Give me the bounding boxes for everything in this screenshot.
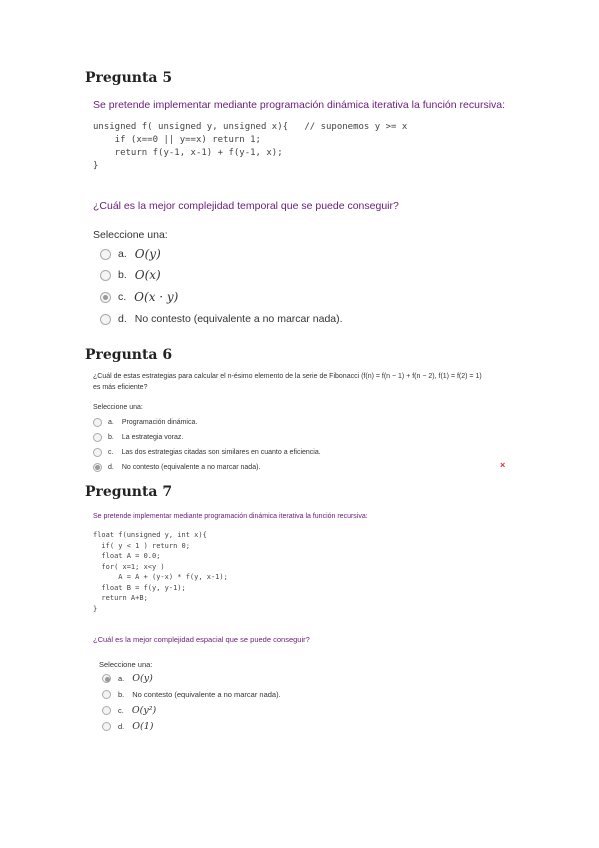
option-letter: a. <box>118 674 125 683</box>
option-letter: d. <box>118 722 125 731</box>
question-7-prompt: ¿Cuál es la mejor complejidad espacial que se puede conseguir? <box>93 635 310 644</box>
option-letter: c. <box>108 449 114 456</box>
code-line: float f(unsigned y, int x){ <box>93 531 207 539</box>
option-letter: d. <box>118 313 127 325</box>
option-letter: b. <box>108 434 114 441</box>
code-line: } <box>93 161 99 171</box>
option-text: No contesto (equivalente a no marcar nada). <box>134 313 343 325</box>
option-b[interactable] <box>100 268 161 282</box>
option-text: O(y) <box>134 247 161 261</box>
select-label: Seleccione una: <box>99 660 153 669</box>
radio-button[interactable] <box>100 314 111 325</box>
option-text: La estrategia voraz. <box>121 434 184 441</box>
code-line: if (x==0 || y==x) return 1; <box>93 135 261 145</box>
option-letter: a. <box>108 419 114 426</box>
code-line: float B = f(y, y-1); <box>93 583 186 592</box>
question-5-title: Pregunta 5 <box>85 70 173 86</box>
option-text: No contesto (equivalente a no marcar nada). <box>121 464 261 471</box>
question-5-prompt: ¿Cuál es la mejor complejidad temporal que se puede conseguir? <box>93 200 399 212</box>
option-text: O(1) <box>132 721 154 732</box>
option-letter: d. <box>108 464 114 471</box>
option-text: O(y) <box>132 673 153 684</box>
option-text: O(y²) <box>131 705 157 716</box>
option-text: No contesto (equivalente a no marcar nada). <box>132 690 281 699</box>
option-a[interactable] <box>102 673 153 684</box>
radio-button[interactable] <box>93 433 102 442</box>
option-letter: b. <box>118 269 127 281</box>
code-line: return A+B; <box>93 594 148 602</box>
select-label: Seleccione una: <box>93 404 143 411</box>
option-text: Programación dinámica. <box>121 419 198 426</box>
option-a[interactable] <box>100 247 161 261</box>
question-7-title: Pregunta 7 <box>85 484 173 500</box>
question-7-statement: Se pretende implementar mediante programación dinámica iterativa la función recursiva: <box>93 513 368 520</box>
code-line: unsigned f( unsigned y, unsigned x){ // suponemos y >= x <box>93 122 408 132</box>
incorrect-icon: × <box>500 460 506 470</box>
option-letter: c. <box>118 291 127 303</box>
question-6-statement: ¿Cuál de estas estrategias para calcular el n-ésimo elemento de la serie de Fibonacci (f(n) = f(n − 1) + f(n − 2), f(1) = f(2) = 1) <box>93 373 482 380</box>
code-line: return f(y-1, x-1) + f(y-1, x); <box>93 148 283 158</box>
radio-button-selected[interactable] <box>102 674 111 683</box>
code-line: } <box>93 604 98 613</box>
option-a[interactable] <box>93 418 197 427</box>
option-b[interactable] <box>102 690 281 699</box>
option-letter: a. <box>118 248 127 260</box>
option-d[interactable] <box>93 463 260 472</box>
option-d[interactable] <box>100 313 343 325</box>
question-5-statement: Se pretende implementar mediante programación dinámica iterativa la función recursiva: <box>93 99 506 111</box>
option-letter: b. <box>118 690 125 699</box>
code-line: float A = 0.0; <box>93 552 161 560</box>
option-text: Las dos estrategias citadas son similares en cuanto a eficiencia. <box>121 449 321 456</box>
option-c[interactable] <box>100 290 178 304</box>
radio-button[interactable] <box>100 249 111 260</box>
radio-button[interactable] <box>102 722 111 731</box>
question-5-code <box>93 121 407 173</box>
radio-button-selected[interactable] <box>93 463 102 472</box>
radio-button[interactable] <box>102 690 111 699</box>
code-line: if( y < 1 ) return 0; <box>93 541 190 550</box>
question-6-title: Pregunta 6 <box>85 347 173 363</box>
question-7-code <box>93 530 228 614</box>
option-text: O(x · y) <box>134 290 179 304</box>
radio-button-selected[interactable] <box>100 292 111 303</box>
option-text: O(x) <box>134 268 161 282</box>
option-letter: c. <box>118 706 124 715</box>
option-c[interactable] <box>93 448 321 457</box>
radio-button[interactable] <box>93 448 102 457</box>
code-line: for( x=1; x<y ) <box>93 562 165 571</box>
radio-button[interactable] <box>93 418 102 427</box>
option-d[interactable] <box>102 721 154 732</box>
radio-button[interactable] <box>102 706 111 715</box>
option-b[interactable] <box>93 433 183 442</box>
code-line: A = A + (y-x) * f(y, x-1); <box>93 573 228 581</box>
radio-button[interactable] <box>100 270 111 281</box>
question-6-statement-cont: es más eficiente? <box>93 384 148 391</box>
select-label: Seleccione una: <box>93 229 168 241</box>
option-c[interactable] <box>102 705 156 716</box>
